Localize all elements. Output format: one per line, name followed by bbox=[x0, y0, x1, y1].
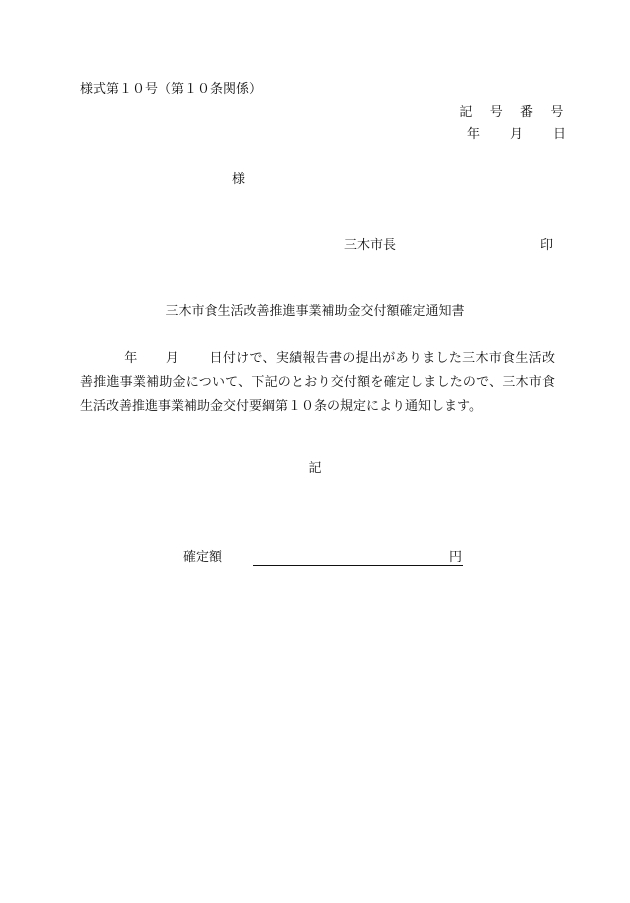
document-title: 三木市食生活改善推進事業補助金交付額確定通知書 bbox=[165, 304, 465, 319]
seal-mark: 印 bbox=[540, 238, 554, 253]
date-year: 年 bbox=[466, 127, 480, 142]
doc-number-char: 号 bbox=[550, 105, 566, 120]
doc-number-char: 記 bbox=[459, 105, 475, 120]
form-label: 様式第１０号（第１０条関係） bbox=[80, 82, 263, 97]
sender-title: 三木市長 bbox=[344, 238, 397, 253]
body-month: 月 bbox=[165, 351, 180, 366]
doc-number-char: 号 bbox=[489, 105, 506, 120]
amount-label: 確定額 bbox=[183, 550, 223, 565]
body-year: 年 bbox=[124, 351, 138, 366]
addressee-suffix: 様 bbox=[232, 172, 246, 187]
date-month: 月 bbox=[509, 127, 523, 142]
doc-number-char: 番 bbox=[520, 105, 536, 120]
amount-blank-line bbox=[253, 565, 463, 566]
amount-unit: 円 bbox=[449, 550, 463, 565]
body-paragraph bbox=[80, 347, 555, 419]
body-text: 日付けで、実績報告書の提出がありました三木市食生活改善推進事業補助金について、下記のとおり交付額を確定しましたので、三木市食生活改善推進事業補助金交付要綱第１０条の規定により通知します。 bbox=[80, 351, 555, 414]
date-day: 日 bbox=[552, 127, 566, 142]
document-number bbox=[451, 105, 566, 121]
document-date bbox=[467, 127, 566, 143]
ki-heading: 記 bbox=[308, 461, 322, 476]
